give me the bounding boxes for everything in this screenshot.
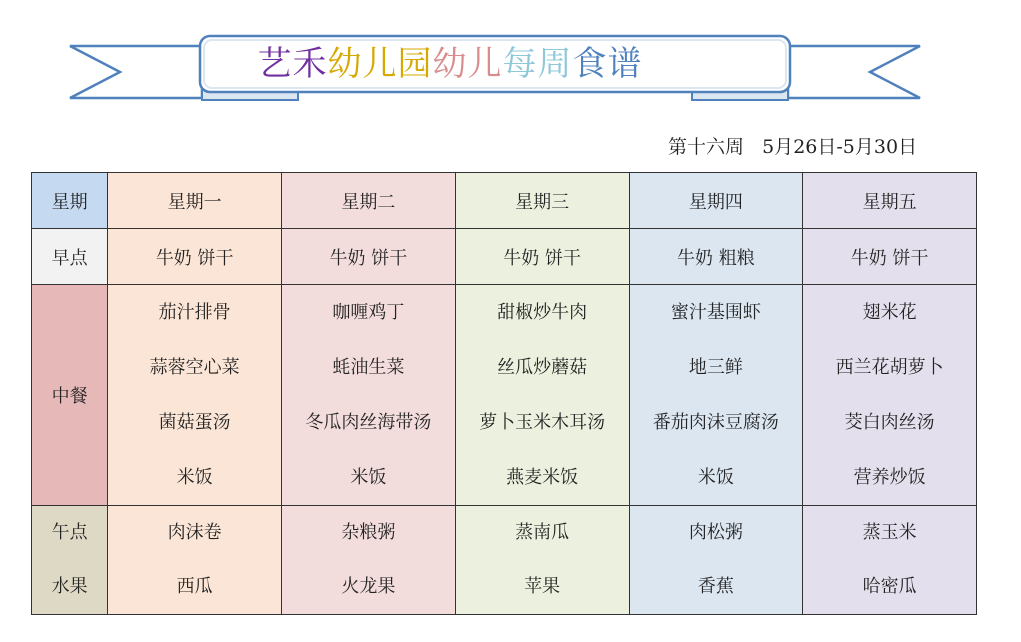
lunch-dish: 甜椒炒牛肉 <box>497 302 588 323</box>
breakfast-cell: 牛奶 饼干 <box>455 229 629 285</box>
lunch-dish: 营养炒饭 <box>853 467 926 488</box>
title-char: 幼 <box>327 44 363 84</box>
lunch-dish: 蜜汁基围虾 <box>670 302 761 323</box>
snack-fruit-cell <box>803 506 977 615</box>
lunch-dish: 丝瓜炒蘑菇 <box>497 357 588 378</box>
breakfast-row-label: 早点 <box>32 229 108 285</box>
snack-fruit-cell <box>455 506 629 615</box>
lunch-dish: 米饭 <box>350 467 387 488</box>
lunch-dish: 菌菇蛋汤 <box>158 412 231 433</box>
snack-item: 杂粮粥 <box>341 522 396 543</box>
lunch-cell <box>803 285 977 506</box>
title-char: 幼 <box>432 44 468 84</box>
weekday-header: 星期一 <box>108 173 282 229</box>
lunch-dish: 蒜蓉空心菜 <box>149 357 240 378</box>
lunch-row-label: 中餐 <box>32 285 108 506</box>
snack-item: 蒸玉米 <box>862 522 917 543</box>
page-title <box>200 38 700 90</box>
weekday-header: 星期二 <box>282 173 456 229</box>
weekly-menu-table <box>31 172 977 615</box>
breakfast-cell: 牛奶 饼干 <box>803 229 977 285</box>
snack-item: 肉沫卷 <box>167 522 222 543</box>
snack-fruit-row-label <box>32 506 108 615</box>
title-char: 禾 <box>292 44 328 84</box>
lunch-cell <box>108 285 282 506</box>
weekday-header: 星期三 <box>455 173 629 229</box>
fruit-item: 哈密瓜 <box>862 576 917 597</box>
lunch-cell <box>455 285 629 506</box>
fruit-item: 西瓜 <box>176 576 213 597</box>
title-char: 食 <box>572 44 608 84</box>
lunch-dish: 茄汁排骨 <box>158 302 231 323</box>
weekday-header: 星期四 <box>629 173 803 229</box>
breakfast-cell: 牛奶 粗粮 <box>629 229 803 285</box>
fruit-label: 水果 <box>51 576 88 597</box>
lunch-dish: 萝卜玉米木耳汤 <box>479 412 606 433</box>
snack-item: 肉松粥 <box>688 522 743 543</box>
snack-fruit-cell <box>282 506 456 615</box>
lunch-dish: 燕麦米饭 <box>506 467 579 488</box>
title-char: 儿 <box>362 44 398 84</box>
title-char: 每 <box>502 44 538 84</box>
title-char: 儿 <box>467 44 503 84</box>
title-char: 园 <box>397 44 433 84</box>
lunch-dish: 番茄肉沫豆腐汤 <box>652 412 779 433</box>
lunch-dish: 西兰花胡萝卜 <box>835 357 944 378</box>
weekday-row-label: 星期 <box>32 173 108 229</box>
weekday-row <box>32 173 977 229</box>
lunch-dish: 茭白肉丝汤 <box>844 412 935 433</box>
title-char: 周 <box>537 44 573 84</box>
weekday-header: 星期五 <box>803 173 977 229</box>
snack-item: 蒸南瓜 <box>515 522 570 543</box>
breakfast-cell: 牛奶 饼干 <box>108 229 282 285</box>
fruit-item: 火龙果 <box>341 576 396 597</box>
snack-label: 午点 <box>51 522 88 543</box>
lunch-dish: 翅米花 <box>862 302 917 323</box>
lunch-row <box>32 285 977 506</box>
lunch-dish: 冬瓜肉丝海带汤 <box>305 412 432 433</box>
breakfast-cell: 牛奶 饼干 <box>282 229 456 285</box>
snack-fruit-cell <box>108 506 282 615</box>
snack-fruit-cell <box>629 506 803 615</box>
lunch-dish: 咖喱鸡丁 <box>332 302 405 323</box>
lunch-dish: 米饭 <box>176 467 213 488</box>
breakfast-row <box>32 229 977 285</box>
title-char: 艺 <box>257 44 293 84</box>
lunch-dish: 蚝油生菜 <box>332 357 405 378</box>
fruit-item: 香蕉 <box>697 576 734 597</box>
lunch-cell <box>282 285 456 506</box>
lunch-dish: 地三鲜 <box>688 357 743 378</box>
lunch-cell <box>629 285 803 506</box>
week-range: 第十六周 5月26日-5月30日 <box>668 136 918 158</box>
lunch-dish: 米饭 <box>697 467 734 488</box>
fruit-item: 苹果 <box>524 576 561 597</box>
title-char: 谱 <box>607 44 643 84</box>
snack-fruit-row <box>32 506 977 615</box>
